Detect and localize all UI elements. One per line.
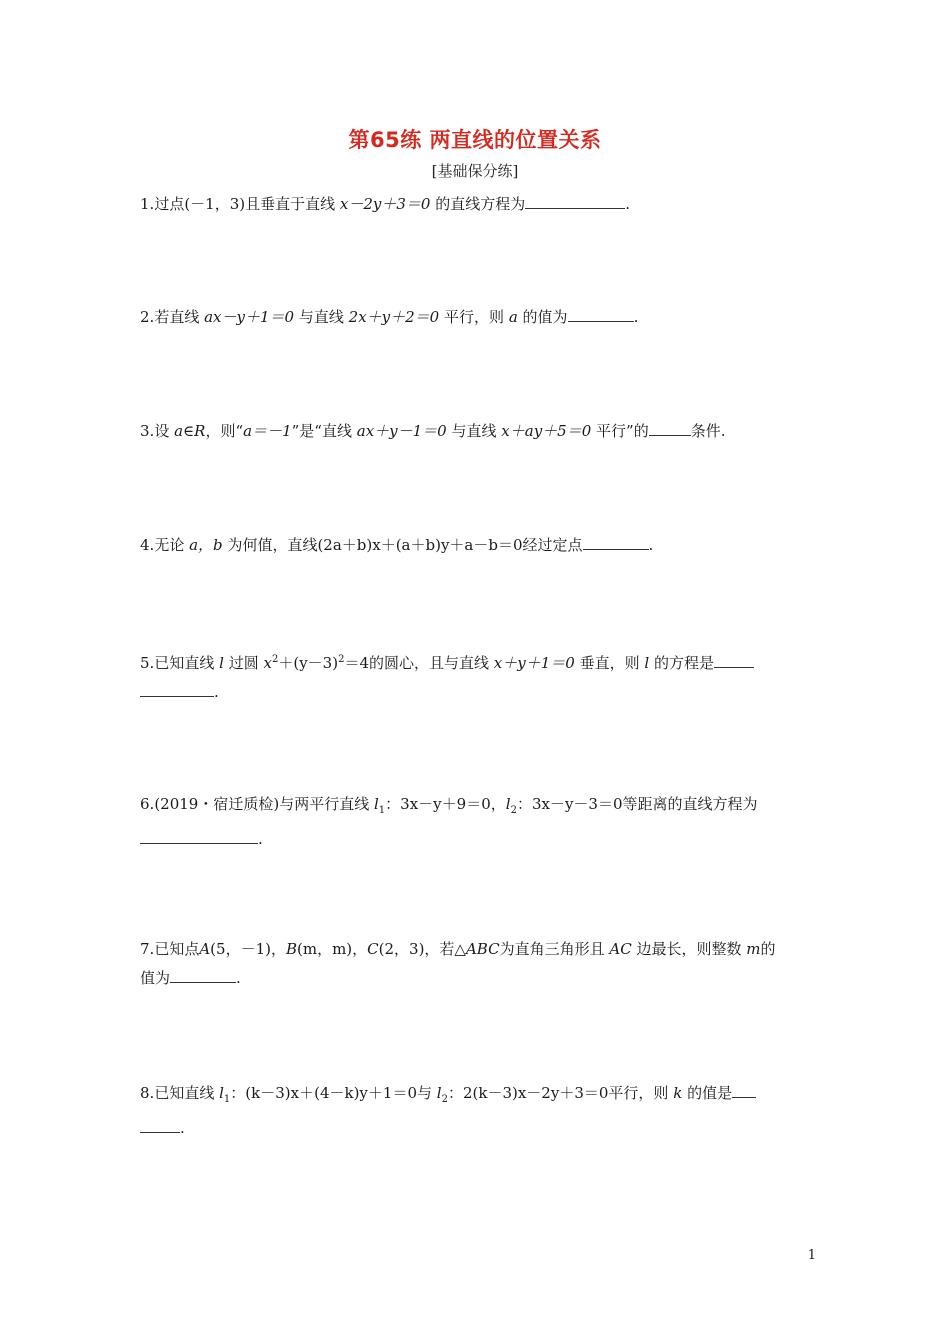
answer-blank[interactable]	[170, 965, 236, 983]
answer-blank[interactable]	[732, 1080, 756, 1098]
answer-blank[interactable]	[714, 650, 754, 668]
answer-blank[interactable]	[583, 532, 649, 550]
question-8: 8.已知直线 $l_1$：(k－3)x＋(4－k)y＋1＝0与 $l_2$：2(k－3)x－2y＋3＝0平行，则 k 的值是 .	[140, 1079, 812, 1143]
answer-blank[interactable]	[525, 191, 625, 209]
answer-blank-continued[interactable]	[140, 679, 214, 697]
section-subtitle: [基础保分练]	[431, 162, 519, 180]
question-7: 7.已知点A(5，－1)，B(m，m)，C(2，3)，若△ABC为直角三角形且 AC 边最长，则整数 m的 值为 .	[140, 940, 776, 987]
question-6: 6.(2019・宿迁质检)与两平行直线 $l_1$：3x－y＋9＝0，$l_2$：3x－y－3＝0等距离的直线方程为 .	[140, 795, 758, 848]
question-5: 5.已知直线 l 过圆 $x^2+(y-3)^2=4$的圆心，且与直线 x＋y＋1＝0 垂直，则 l 的方程是 .	[140, 645, 812, 707]
answer-blank[interactable]	[649, 418, 691, 436]
question-3: 3.设 a∈R，则“a＝－1”是“直线 ax＋y－1＝0 与直线 x＋ay＋5＝0 平行”的 条件.	[140, 417, 812, 446]
page-title: 第65练 两直线的位置关系	[348, 128, 602, 152]
question-2: 2.若直线 ax－y＋1＝0 与直线 2x＋y＋2＝0 平行，则 a 的值为 .	[140, 303, 812, 332]
question-1: 1.过点(－1，3)且垂直于直线 x－2y＋3＝0 的直线方程为 .	[140, 190, 812, 219]
answer-blank-continued[interactable]	[140, 1115, 180, 1133]
question-4: 4.无论 a，b 为何值，直线(2a＋b)x＋(a＋b)y＋a－b＝0经过定点 .	[140, 531, 812, 560]
answer-blank[interactable]	[140, 826, 258, 844]
answer-blank[interactable]	[568, 304, 634, 322]
page-number: 1	[807, 1248, 816, 1263]
